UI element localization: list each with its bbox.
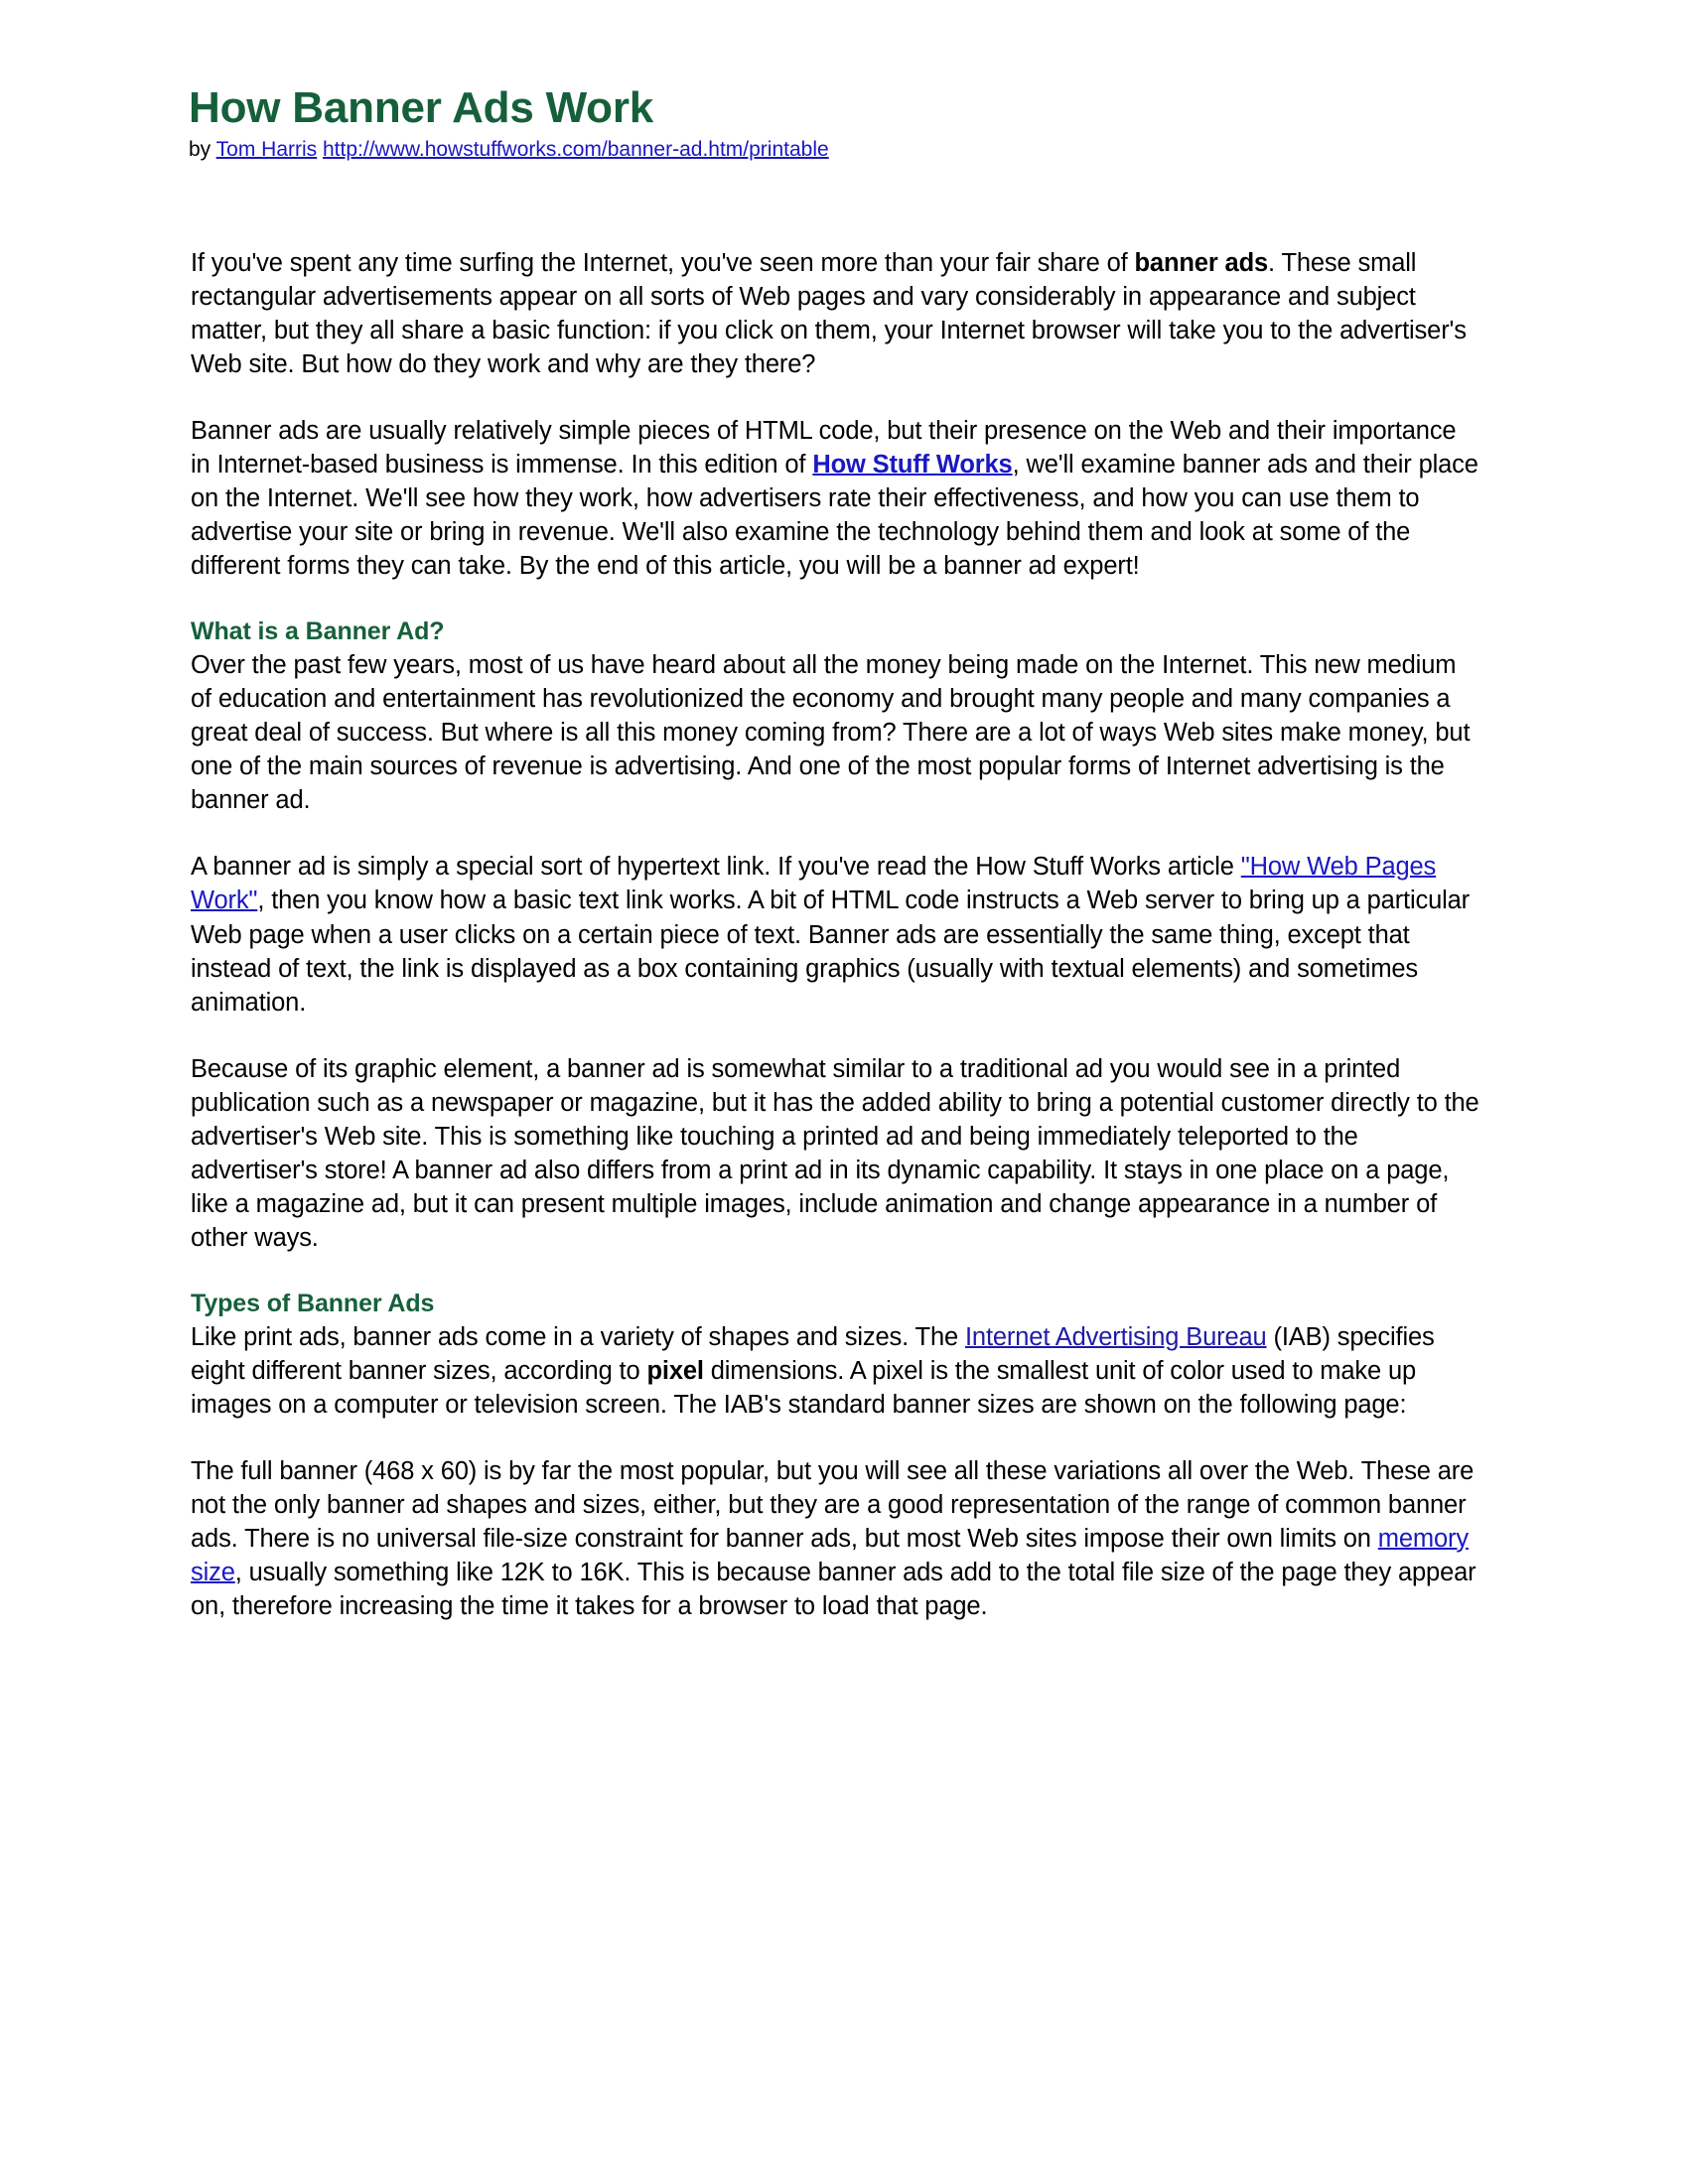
types-text-part3: dimensions. A pixel is the smallest unit of color used to make up images on a computer or television screen. The IAB's standard banner sizes are shown on the following page: (191, 1356, 1417, 1419)
hypertext-text-part2: , then you know how a basic text link works. A bit of HTML code instructs a Web server to bring up a particular Web page when a user clicks on a certain piece of text. Banner ads are essentially the same thing, except that instead of text, the link is displayed as a box containing graphics (usually with textual elements) and sometimes animation. (191, 887, 1471, 1017)
page-title: How Banner Ads Work (189, 83, 654, 132)
paragraph-full-banner (191, 1454, 1481, 1623)
fullbanner-text-part2: , usually something like 12K to 16K. This is because banner ads add to the total file size of the page they appear on, therefore increasing the time it takes for a browser to load that page. (191, 1558, 1477, 1620)
paragraph-what-is-body: Over the past few years, most of us have heard about all the money being made on the Internet. This new medium of education and entertainment has revolutionized the economy and brought many people and many companies a great deal of success. But where is all this money coming from? There are a lot of ways Web sites make money, but one of the main sources of revenue is advertising. And one of the most popular forms of Internet advertising is the banner ad. (191, 651, 1471, 815)
paragraph-graphic-element: Because of its graphic element, a banner ad is somewhat similar to a traditional ad you would see in a printed publication such as a newspaper or magazine, but it has the added ability to bring a potential customer directly to the advertiser's Web site. This is something like touching a printed ad and being immediately teleported to the advertiser's store! A banner ad also differs from a print ad in its dynamic capability. It stays in one place on a page, like a magazine ad, but it can present multiple images, include animation and change appearance in a number of other ways. (191, 1054, 1479, 1252)
author-link[interactable]: Tom Harris (215, 138, 318, 162)
section-heading-what-is-a-banner-ad: What is a Banner Ad? (191, 617, 445, 646)
paragraph-types-body (191, 1320, 1481, 1422)
byline-prefix: by (189, 138, 216, 162)
byline (189, 137, 1559, 163)
paragraph-intro-2 (191, 414, 1481, 583)
intro2-text-part2: , we'll examine banner ads and their place on the Internet. We'll see how they work, how advertisers rate their effectiveness, and how you can use them to advertise your site or bring in revenue. We'll also examine the technology behind them and look at some of the different forms they can take. By the end of this article, you will be a banner ad expert! (191, 451, 1478, 581)
types-text-part2: (IAB) specifies eight different banner sizes, according to (191, 1322, 1435, 1385)
section-heading-types-of-banner-ads: Types of Banner Ads (191, 1289, 435, 1317)
intro1-text-part2: . These small rectangular advertisements appear on all sorts of Web pages and vary considerably in appearance and subject matter, but they all share a basic function: if you click on them, your Internet browser will take you to the advertiser's Web site. But how do they work and why are they there? (191, 249, 1467, 379)
document-body (191, 246, 1481, 1656)
intro1-text-part1: If you've spent any time surfing the Internet, you've seen more than your fair share of (191, 249, 1135, 277)
paragraph-hypertext (191, 850, 1481, 1019)
types-bold-pixel: pixel (646, 1356, 704, 1385)
intro1-bold-banner-ads: banner ads (1134, 249, 1269, 277)
how-web-pages-work-link[interactable]: "How Web Pages Work" (191, 853, 1437, 915)
intro2-text-part1: Banner ads are usually relatively simple pieces of HTML code, but their presence on the Web and their importance in Internet-based business is immense. In this edition of (191, 417, 1457, 479)
document-header (189, 85, 1559, 163)
memory-size-link[interactable]: memory size (191, 1524, 1469, 1586)
paragraph-intro-1 (191, 246, 1481, 381)
how-stuff-works-link[interactable]: How Stuff Works (812, 451, 1013, 479)
types-text-part1: Like print ads, banner ads come in a variety of shapes and sizes. The (191, 1322, 965, 1351)
fullbanner-text-part1: The full banner (468 x 60) is by far the most popular, but you will see all these variations all over the Web. These are not the only banner ad shapes and sizes, either, but they are a good representation of the range of common banner ads. There is no universal file-size constraint for banner ads, but most Web sites impose their own limits on (191, 1456, 1475, 1553)
internet-advertising-bureau-link[interactable]: Internet Advertising Bureau (964, 1322, 1267, 1351)
hypertext-text-part1: A banner ad is simply a special sort of hypertext link. If you've read the How Stuff Works article (191, 853, 1241, 882)
source-url-link[interactable]: http://www.howstuffworks.com/banner-ad.htm/printable (323, 138, 829, 162)
